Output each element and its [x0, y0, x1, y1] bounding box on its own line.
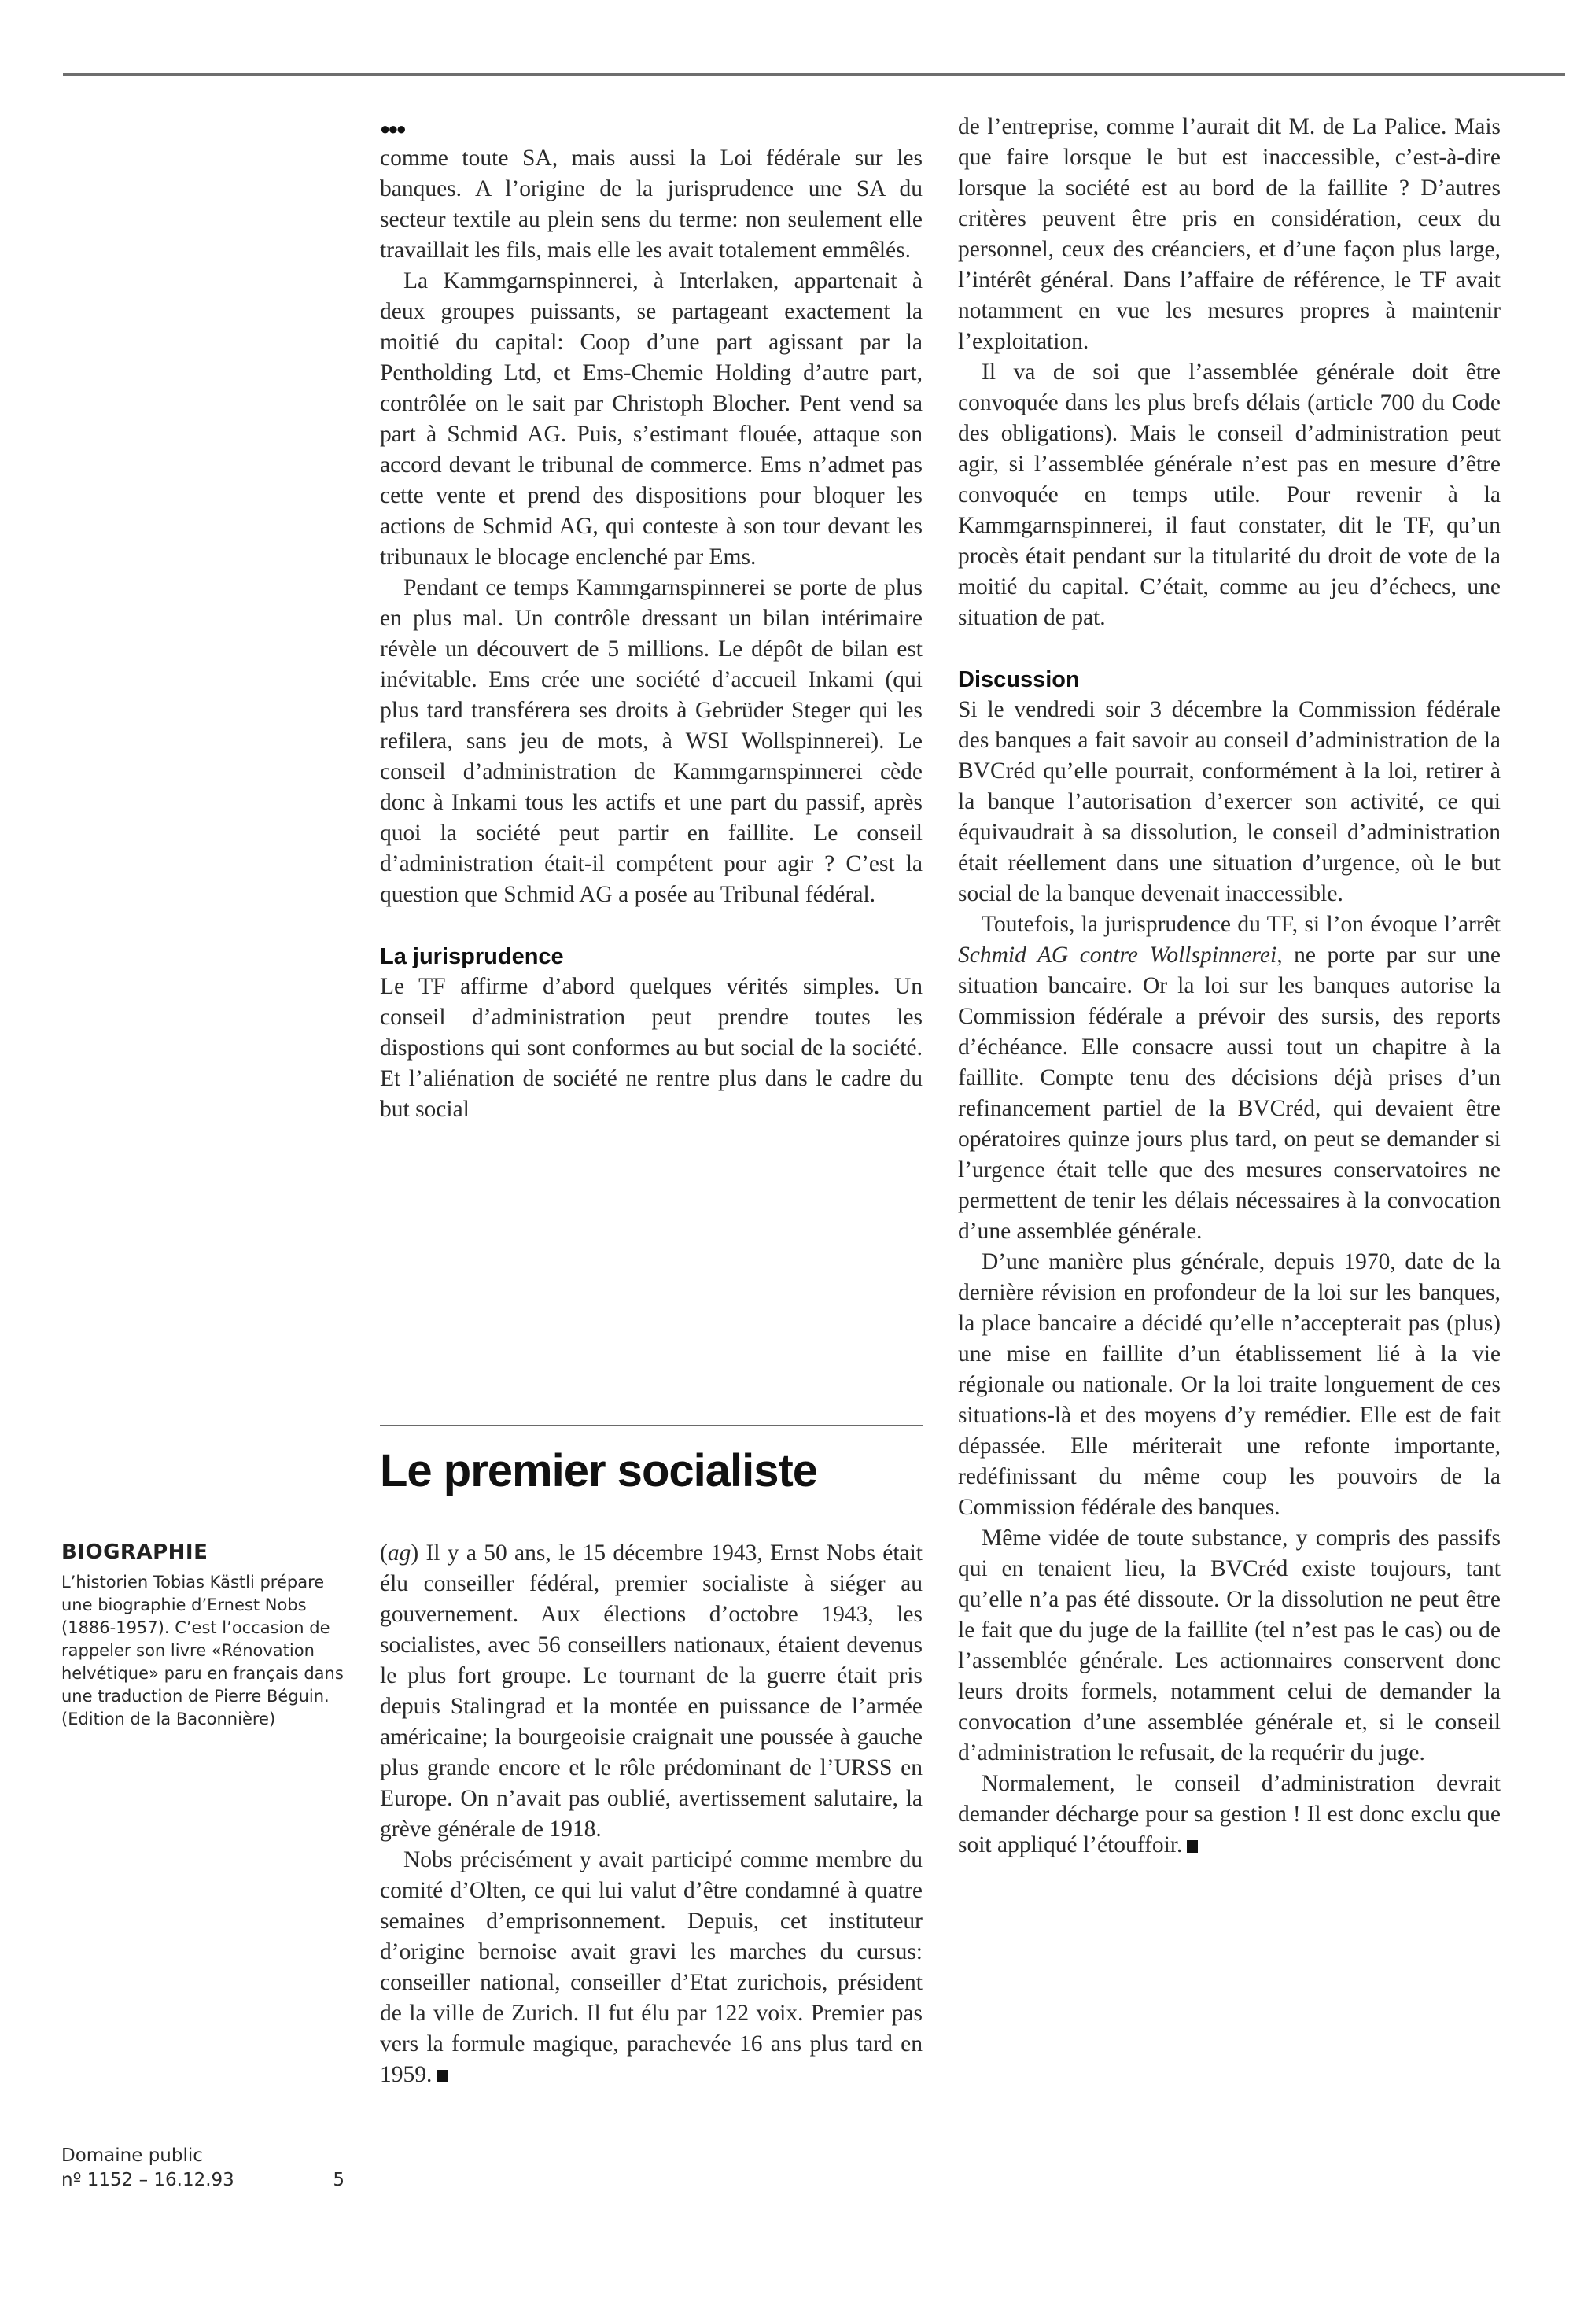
article1-middle-column: [380, 118, 923, 1125]
text-run: Normalement, le conseil d’administration devrait demander décharge pour sa gestion ! Il est donc exclu que soit appliqué l’étouffoir.: [958, 1771, 1501, 1857]
sidebar-text: L’historien Tobias Kästli prépare une biographie d’Ernest Nobs (1886-1957). C’est l’occasion de rappeler son livre «Rénovation helvétique» paru en français dans une traduction de Pierre Béguin. (Edition de la Baconnière): [61, 1573, 344, 1728]
paragraph: (ag) Il y a 50 ans, le 15 décembre 1943, Ernst Nobs était élu conseiller fédéral, premier socialiste à siéger au gouvernement. Aux élections d’octobre 1943, les socialistes, avec 56 conseillers nationaux, étaient devenus le plus fort groupe. Le tournant de la guerre était pris depuis Stalingrad et la montée en puissance de l’armée américaine; la bourgeoisie craignait une poussée à gauche plus grande encore et le rôle prédominant de l’URSS en Europe. On n’avait pas oublié, avertissement salutaire, la grève générale de 1918.: [380, 1540, 923, 1842]
paragraph: de l’entreprise, comme l’aurait dit M. de La Palice. Mais que faire lorsque le but est inaccessible, c’est-à-dire lorsque la société est au bord de la faillite ? D’autres critères peuvent être pris en considération, ceux du personnel, ceux des créanciers, et d’une façon plus large, l’intérêt général. Dans l’affaire de référence, le TF avait notamment en vue les mesures propres à maintenir l’exploitation.: [958, 114, 1501, 354]
publication-name: Domaine public: [61, 2145, 203, 2166]
byline: ag: [387, 1540, 411, 1566]
end-of-article-mark: [437, 2070, 448, 2082]
text-run: , ne porte par sur une situation bancaire. Or la loi sur les banques autorise la Commission fédérale a prévoir des sursis, des reports d’échéance. Elle consacre aussi tout un chapitre à la faillite. Compte tenu des décisions déjà prises d’un refinancement partiel de la BVCréd, qui devaient être opératoires quinze jours plus tard, on peut se demander si l’urgence était telle que des mesures conservatoires ne permettent de tenir les délais nécessaires à la convocation d’une assemblée générale.: [958, 943, 1501, 1244]
issue-number: nº 1152 – 16.12.93: [61, 2170, 234, 2190]
continuation-marker: ●●●: [380, 119, 404, 138]
end-of-article-mark: [1187, 1840, 1198, 1853]
paragraph: Le TF affirme d’abord quelques vérités simples. Un conseil d’administration peut prendre toutes les dispostions qui sont conformes au but social de la société. Et l’aliénation de société ne rentre plus dans le cadre du but social: [380, 974, 923, 1122]
page-number: 5: [333, 2170, 344, 2190]
paragraph: Pendant ce temps Kammgarnspinnerei se porte de plus en plus mal. Un contrôle dressant un bilan intérimaire révèle un découvert de 5 millions. Le dépôt de bilan est inévitable. Ems crée une société d’accueil Inkami (qui plus tard transférera ses droits à Gebrüder Steger qui les refilera, sans jeu de mots, à WSI Wollspinnerei). Le conseil d’administration de Kammgarnspinnerei cède donc à Inkami tous les actifs et une part du passif, après quoi la société peut partir en faillite. Le conseil d’administration était-il compétent pour agir ? C’est la question que Schmid AG a posée au Tribunal fédéral.: [380, 575, 923, 907]
footer-issue-line: [61, 2168, 344, 2193]
paragraph: comme toute SA, mais aussi la Loi fédérale sur les banques. A l’origine de la jurisprudence une SA du secteur textile au plein sens du terme: non seulement elle travaillait les fils, mais elle les avait totalement emmêlés.: [380, 146, 923, 263]
sidebar-title: BIOGRAPHIE: [61, 1540, 208, 1564]
subheading-discussion: Discussion: [958, 667, 1080, 692]
header-rule: [63, 73, 1565, 76]
paragraph: [958, 909, 1501, 1247]
page-footer: [61, 2144, 344, 2193]
paragraph: [958, 1769, 1501, 1861]
article2-body: [380, 1538, 923, 2090]
article-title: Le premier socialiste: [380, 1445, 818, 1496]
paragraph: Si le vendredi soir 3 décembre la Commission fédérale des banques a fait savoir au conseil d’administration de la BVCréd qu’elle pourrait, conformément à la loi, retirer à la banque l’autorisation d’exercer son activité, ce qui équivaudrait à sa dissolution, le conseil d’administration était réellement dans une situation d’urgence, où le but social de la banque devenait inaccessible.: [958, 697, 1501, 906]
text-run: Nobs précisément y avait participé comme membre du comité d’Olten, ce qui lui valut d’être condamné à quatre semaines d’emprisonnement. Depuis, cet instituteur d’origine bernoise avait gravi les marches du cursus: conseiller national, conseiller d’Etat zurichois, président de la ville de Zurich. Il fut élu par 122 voix. Premier pas vers la formule magique, parachevée 16 ans plus tard en 1959.: [380, 1847, 923, 2087]
article-separator-rule: [380, 1425, 923, 1426]
paragraph: [380, 1845, 923, 2090]
article1-right-column: [958, 112, 1501, 1861]
paragraph: Même vidée de toute substance, y compris des passifs qui en tenaient lieu, la BVCréd existe toujours, tant qu’elle n’a pas été dissoute. Or la dissolution ne peut être le fait que du juge de la faillite (tel n’est pas le cas) ou de l’assemblée générale. Les actionnaires conservent donc leurs droits formels, notamment celui de demander la convocation d’une assemblée générale et, si le conseil d’administration le refusait, de la requérir du juge.: [958, 1525, 1501, 1765]
text-run: Toutefois, la jurisprudence du TF, si l’on évoque l’arrêt: [982, 912, 1501, 937]
paragraph: La Kammgarnspinnerei, à Interlaken, appartenait à deux groupes puissants, se partageant exactement la moitié du capital: Coop d’une part agissant par la Pentholding Ltd, et Ems-Chemie Holding d’autre part, contrôlée on le sait par Christoph Blocher. Pent vend sa part à Schmid AG. Puis, s’estimant flouée, attaque son accord devant le tribunal de commerce. Ems n’admet pas cette vente et prend des dispositions pour bloquer les actions de Schmid AG, qui conteste à son tour devant les tribunaux le blocage enclenché par Ems.: [380, 268, 923, 570]
paragraph: D’une manière plus générale, depuis 1970, date de la dernière révision en profondeur de la loi sur les banques, la place bancaire a décidé qu’elle n’accepterait pas (plus) une mise en faillite d’un établissement lié à la vie régionale ou nationale. Or la loi traite longuement de ces situations-là et des moyens d’y remédier. Elle est de fait dépassée. Elle mériterait une refonte importante, redéfinissant du même coup les pouvoirs de la Commission fédérale des banques.: [958, 1249, 1501, 1520]
case-title: Schmid AG contre Wollspinnerei: [958, 943, 1277, 968]
sidebar-biographie: [61, 1538, 344, 1731]
text-run: Il y a 50 ans, le 15 décembre 1943, Ernst Nobs était élu conseiller fédéral, premier socialiste à siéger au gouvernement. Aux élections d’octobre 1943, les socialistes, avec 56 conseillers nationaux, étaient devenus le plus fort groupe. Le tournant de la guerre était pris depuis Stalingrad et la montée en puissance de l’armée américaine; la bourgeoisie craignait une poussée à gauche plus grande encore et le rôle prédominant de l’URSS en Europe. On n’avait pas oublié, avertissement salutaire, la grève générale de 1918.: [380, 1540, 923, 1842]
paragraph: Il va de soi que l’assemblée générale doit être convoquée dans les plus brefs délais (article 700 du Code des obligations). Mais le conseil d’administration peut agir, si l’assemblée générale n’est pas en mesure d’être convoquée en temps utile. Pour revenir à la Kammgarnspinnerei, il faut constater, dit le TF, qu’un procès était pendant sur la titularité du droit de vote de la moitié du capital. C’était, comme au jeu d’échecs, une situation de pat.: [958, 360, 1501, 630]
subheading-jurisprudence: La jurisprudence: [380, 944, 564, 969]
